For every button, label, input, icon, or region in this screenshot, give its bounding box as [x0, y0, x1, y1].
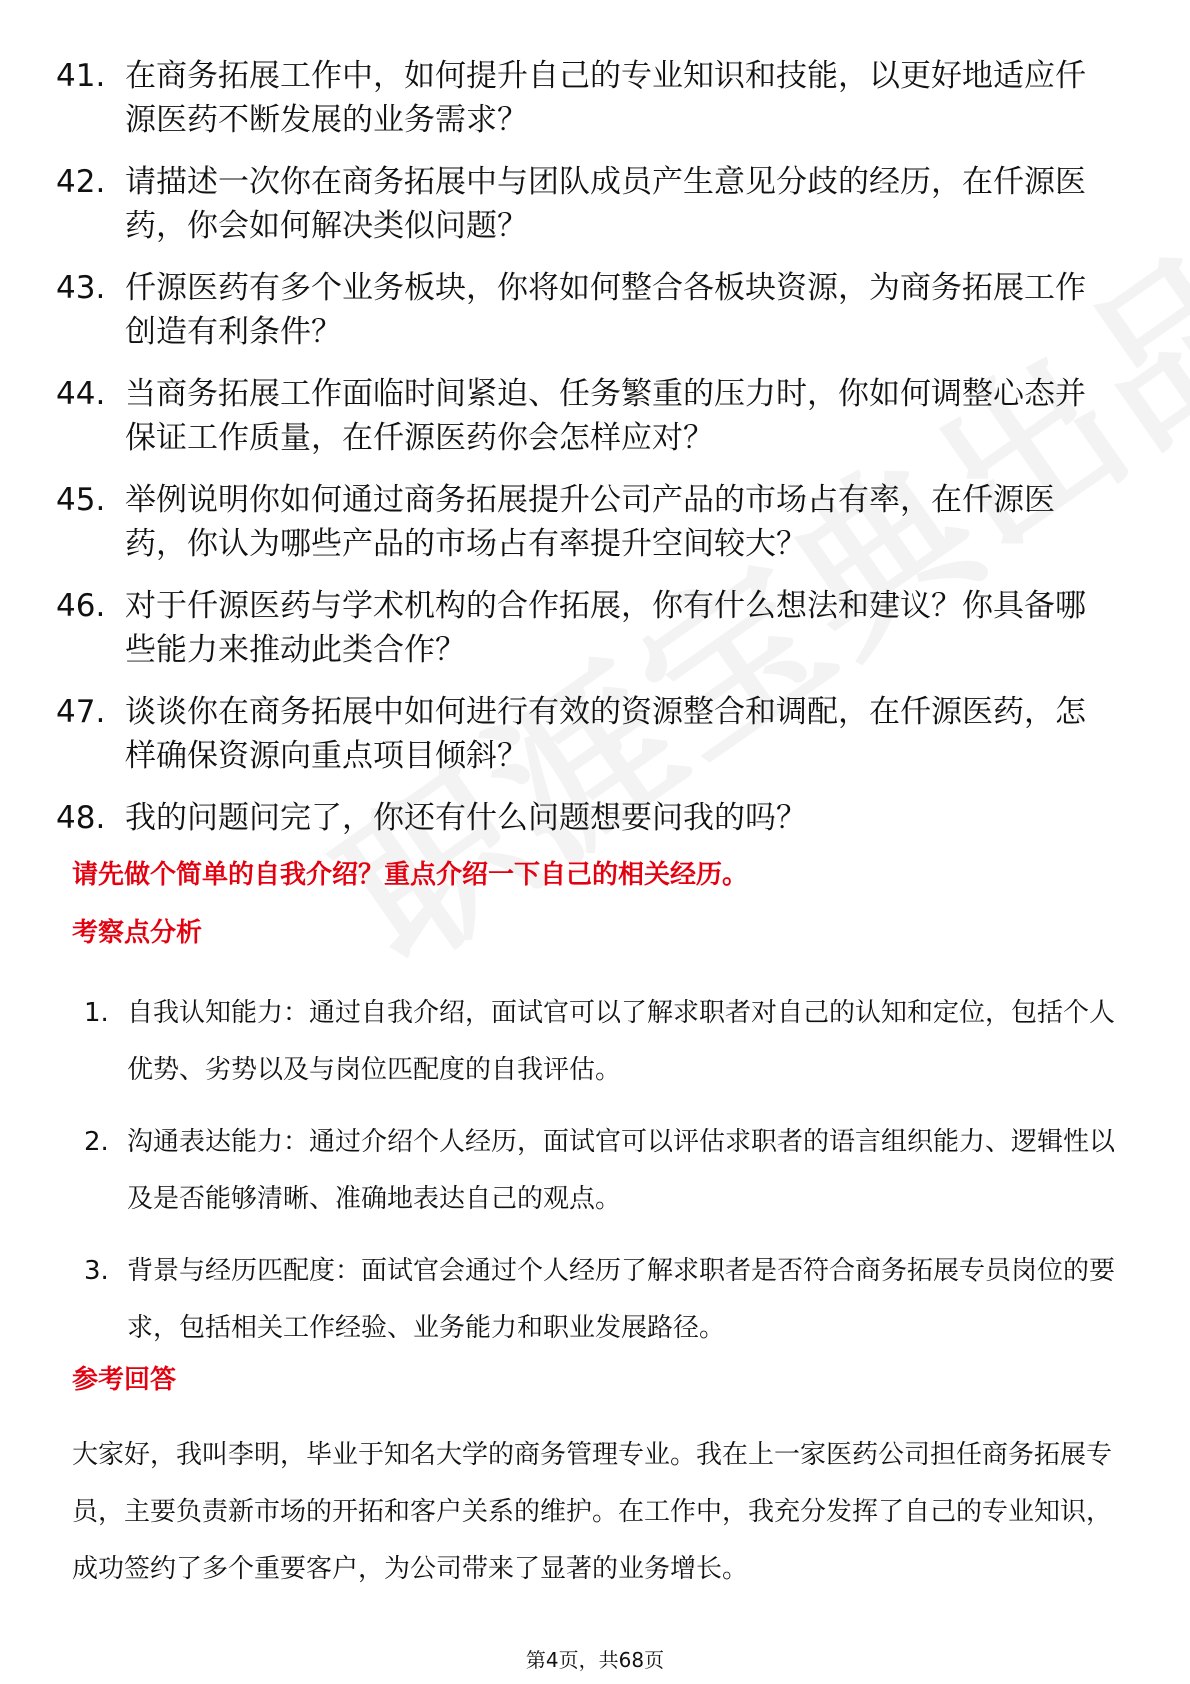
question-item — [56, 54, 1116, 142]
analysis-item — [84, 1114, 1124, 1228]
question-number: 44. — [56, 376, 106, 412]
question-item — [56, 584, 1116, 672]
question-number: 48. — [56, 800, 106, 836]
analysis-number: 1. — [84, 998, 109, 1028]
answer-heading: 参考回答 — [72, 1365, 177, 1395]
analysis-number: 2. — [84, 1127, 109, 1157]
analysis-text: 自我认知能力：通过自我介绍，面试官可以了解求职者对自己的认知和定位，包括个人优势、劣势以及与岗位匹配度的自我评估。 — [127, 998, 1116, 1085]
featured-question-heading: 请先做个简单的自我介绍？重点介绍一下自己的相关经历。 — [72, 860, 749, 890]
question-item — [56, 478, 1116, 566]
analysis-number: 3. — [84, 1256, 109, 1286]
question-number: 46. — [56, 588, 106, 624]
question-item — [56, 160, 1116, 248]
question-text: 在商务拓展工作中，如何提升自己的专业知识和技能，以更好地适应仟源医药不断发展的业务需求？ — [125, 58, 1086, 138]
question-text: 请描述一次你在商务拓展中与团队成员产生意见分歧的经历，在仟源医药，你会如何解决类似问题？ — [125, 164, 1086, 244]
analysis-item — [84, 1243, 1124, 1357]
analysis-heading: 考察点分析 — [72, 918, 203, 948]
page-footer: 第4页，共68页 — [525, 1648, 665, 1672]
question-number: 45. — [56, 482, 106, 518]
analysis-text: 沟通表达能力：通过介绍个人经历，面试官可以评估求职者的语言组织能力、逻辑性以及是否能够清晰、准确地表达自己的观点。 — [127, 1127, 1116, 1214]
question-number: 43. — [56, 270, 106, 306]
analysis-item — [84, 985, 1124, 1099]
question-text: 仟源医药有多个业务板块，你将如何整合各板块资源，为商务拓展工作创造有利条件？ — [125, 270, 1086, 350]
question-number: 47. — [56, 694, 106, 730]
question-number: 42. — [56, 164, 106, 200]
question-text: 谈谈你在商务拓展中如何进行有效的资源整合和调配，在仟源医药，怎样确保资源向重点项目倾斜？ — [125, 694, 1086, 774]
analysis-text: 背景与经历匹配度：面试官会通过个人经历了解求职者是否符合商务拓展专员岗位的要求，包括相关工作经验、业务能力和职业发展路径。 — [127, 1256, 1116, 1343]
question-text: 当商务拓展工作面临时间紧迫、任务繁重的压力时，你如何调整心态并保证工作质量，在仟源医药你会怎样应对？ — [125, 376, 1086, 456]
question-item — [56, 690, 1116, 778]
question-item — [56, 266, 1116, 354]
question-number: 41. — [56, 58, 106, 94]
question-text: 我的问题问完了，你还有什么问题想要问我的吗？ — [125, 800, 807, 836]
question-text: 举例说明你如何通过商务拓展提升公司产品的市场占有率，在仟源医药，你认为哪些产品的市场占有率提升空间较大？ — [125, 482, 1055, 562]
question-item — [56, 372, 1116, 460]
question-item — [56, 796, 1116, 840]
answer-paragraph: 大家好，我叫李明，毕业于知名大学的商务管理专业。我在上一家医药公司担任商务拓展专员，主要负责新市场的开拓和客户关系的维护。在工作中，我充分发挥了自己的专业知识，成功签约了多个重要客户，为公司带来了显著的业务增长。 — [72, 1440, 1113, 1584]
question-list — [56, 54, 1116, 858]
analysis-list — [84, 985, 1124, 1372]
question-text: 对于仟源医药与学术机构的合作拓展，你有什么想法和建议？你具备哪些能力来推动此类合作？ — [125, 588, 1086, 668]
